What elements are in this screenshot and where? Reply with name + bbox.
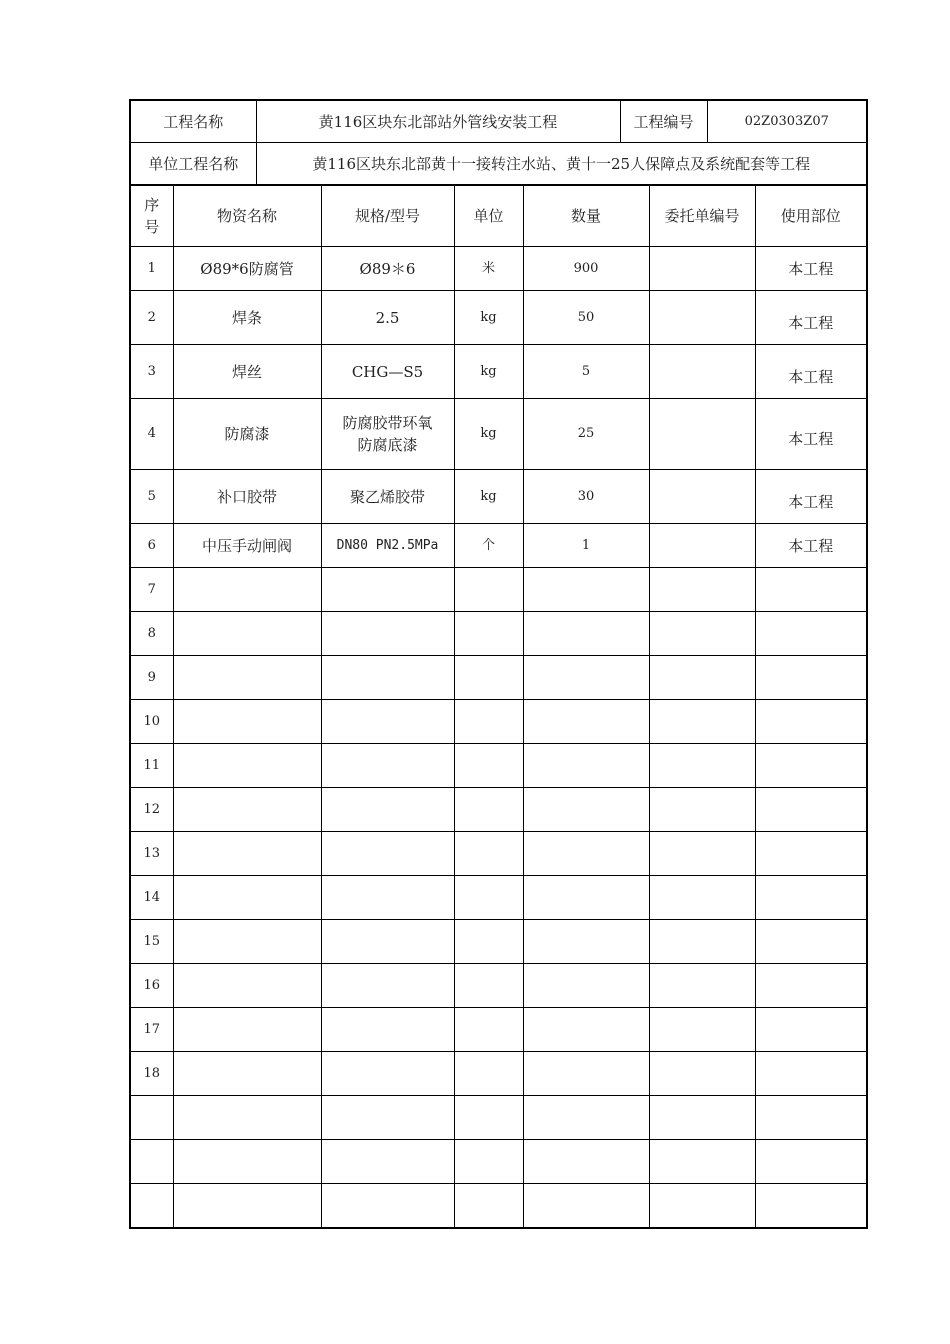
cell-spec: [321, 744, 454, 788]
cell-seq: 2: [130, 291, 173, 345]
cell-unit: 米: [454, 247, 523, 291]
table-row: [130, 1184, 867, 1229]
cell-spec: [321, 920, 454, 964]
cell-unit: [454, 876, 523, 920]
cell-name: [173, 612, 321, 656]
table-row: [130, 1140, 867, 1184]
unit-project-label: 单位工程名称: [130, 143, 256, 186]
col-header-name: 物资名称: [173, 186, 321, 247]
cell-spec: [321, 832, 454, 876]
cell-unit: [454, 1184, 523, 1229]
project-name-label: 工程名称: [130, 100, 256, 143]
cell-order-no: [649, 744, 755, 788]
cell-usage: 本工程: [755, 524, 867, 568]
project-no-label: 工程编号: [620, 100, 707, 143]
col-header-usage: 使用部位: [755, 186, 867, 247]
cell-name: Ø89*6防腐管: [173, 247, 321, 291]
table-row: [130, 744, 867, 788]
cell-unit: [454, 920, 523, 964]
col-header-unit: 单位: [454, 186, 523, 247]
cell-unit: [454, 788, 523, 832]
table-row: [130, 1096, 867, 1140]
cell-order-no: [649, 832, 755, 876]
cell-usage: [755, 1008, 867, 1052]
cell-unit: [454, 612, 523, 656]
cell-qty: [523, 1052, 649, 1096]
cell-usage: [755, 612, 867, 656]
table-row: [130, 1008, 867, 1052]
cell-seq: 18: [130, 1052, 173, 1096]
table-row: [130, 247, 867, 291]
cell-name: [173, 1008, 321, 1052]
table-row: [130, 345, 867, 399]
cell-order-no: [649, 1140, 755, 1184]
col-header-seq-text: 序号: [144, 196, 160, 236]
cell-seq: 3: [130, 345, 173, 399]
cell-seq: 11: [130, 744, 173, 788]
cell-order-no: [649, 964, 755, 1008]
col-header-spec: 规格/型号: [321, 186, 454, 247]
table-row: [130, 920, 867, 964]
project-name-value: 黄116区块东北部站外管线安装工程: [256, 100, 620, 143]
cell-spec: [321, 568, 454, 612]
cell-name: [173, 700, 321, 744]
cell-spec: [321, 1052, 454, 1096]
cell-name: [173, 832, 321, 876]
cell-usage: [755, 1140, 867, 1184]
table-row: [130, 470, 867, 524]
cell-usage: [755, 832, 867, 876]
cell-qty: 900: [523, 247, 649, 291]
cell-seq: 8: [130, 612, 173, 656]
cell-usage: [755, 876, 867, 920]
cell-spec: [321, 1096, 454, 1140]
cell-qty: [523, 920, 649, 964]
cell-qty: [523, 876, 649, 920]
cell-qty: 1: [523, 524, 649, 568]
cell-spec: 聚乙烯胶带: [321, 470, 454, 524]
cell-usage: [755, 656, 867, 700]
cell-spec: [321, 612, 454, 656]
cell-qty: [523, 744, 649, 788]
materials-body: [130, 247, 867, 1229]
cell-seq: 1: [130, 247, 173, 291]
cell-seq: 16: [130, 964, 173, 1008]
cell-qty: [523, 964, 649, 1008]
cell-usage: 本工程: [755, 470, 867, 524]
cell-name: [173, 568, 321, 612]
cell-seq: [130, 1096, 173, 1140]
cell-spec: CHG—S5: [321, 345, 454, 399]
cell-seq: 6: [130, 524, 173, 568]
cell-usage: [755, 920, 867, 964]
cell-order-no: [649, 1096, 755, 1140]
cell-order-no: [649, 399, 755, 470]
cell-name: [173, 744, 321, 788]
cell-unit: 个: [454, 524, 523, 568]
cell-usage: 本工程: [755, 291, 867, 345]
project-no-value: 02Z0303Z07: [707, 100, 867, 143]
cell-unit: [454, 1096, 523, 1140]
cell-order-no: [649, 524, 755, 568]
cell-spec: [321, 788, 454, 832]
cell-qty: [523, 1008, 649, 1052]
cell-qty: 50: [523, 291, 649, 345]
cell-qty: [523, 832, 649, 876]
cell-usage: [755, 568, 867, 612]
cell-unit: kg: [454, 291, 523, 345]
cell-spec: Ø89＊6: [321, 247, 454, 291]
cell-order-no: [649, 247, 755, 291]
cell-unit: [454, 656, 523, 700]
cell-qty: [523, 568, 649, 612]
project-name-row: [130, 100, 867, 143]
cell-seq: 14: [130, 876, 173, 920]
cell-name: [173, 1096, 321, 1140]
cell-name: [173, 920, 321, 964]
cell-spec: [321, 1184, 454, 1229]
table-row: [130, 1052, 867, 1096]
cell-order-no: [649, 656, 755, 700]
cell-unit: [454, 700, 523, 744]
cell-name: [173, 1140, 321, 1184]
material-list-form: [129, 99, 866, 1229]
unit-project-row: [130, 143, 867, 186]
table-row: [130, 700, 867, 744]
cell-spec: [321, 656, 454, 700]
cell-usage: [755, 744, 867, 788]
cell-qty: [523, 1184, 649, 1229]
col-header-seq: [130, 186, 173, 247]
col-header-order-no: 委托单编号: [649, 186, 755, 247]
cell-spec: [321, 700, 454, 744]
cell-order-no: [649, 612, 755, 656]
cell-qty: [523, 612, 649, 656]
materials-table: [129, 186, 868, 1229]
cell-name: [173, 1184, 321, 1229]
cell-seq: 15: [130, 920, 173, 964]
table-row: [130, 524, 867, 568]
header-table: [129, 99, 868, 186]
cell-seq: 10: [130, 700, 173, 744]
cell-seq: 17: [130, 1008, 173, 1052]
cell-seq: 5: [130, 470, 173, 524]
cell-order-no: [649, 568, 755, 612]
table-row: [130, 568, 867, 612]
cell-seq: 9: [130, 656, 173, 700]
table-row: [130, 788, 867, 832]
table-row: [130, 656, 867, 700]
cell-name: [173, 876, 321, 920]
cell-name: 防腐漆: [173, 399, 321, 470]
cell-qty: [523, 656, 649, 700]
cell-unit: [454, 744, 523, 788]
cell-usage: [755, 788, 867, 832]
cell-seq: [130, 1140, 173, 1184]
cell-qty: [523, 700, 649, 744]
cell-unit: kg: [454, 399, 523, 470]
cell-name: [173, 964, 321, 1008]
cell-spec: 2.5: [321, 291, 454, 345]
cell-unit: [454, 964, 523, 1008]
cell-seq: 7: [130, 568, 173, 612]
cell-unit: [454, 1052, 523, 1096]
cell-unit: kg: [454, 345, 523, 399]
cell-name: 补口胶带: [173, 470, 321, 524]
cell-seq: 12: [130, 788, 173, 832]
cell-qty: [523, 788, 649, 832]
cell-qty: 30: [523, 470, 649, 524]
cell-order-no: [649, 876, 755, 920]
cell-spec: [321, 1008, 454, 1052]
col-header-qty: 数量: [523, 186, 649, 247]
cell-usage: [755, 1184, 867, 1229]
cell-usage: [755, 1096, 867, 1140]
cell-unit: [454, 832, 523, 876]
cell-qty: [523, 1140, 649, 1184]
cell-order-no: [649, 1008, 755, 1052]
cell-order-no: [649, 788, 755, 832]
cell-qty: [523, 1096, 649, 1140]
table-row: [130, 612, 867, 656]
cell-seq: 4: [130, 399, 173, 470]
cell-order-no: [649, 1052, 755, 1096]
table-row: [130, 964, 867, 1008]
cell-name: 焊丝: [173, 345, 321, 399]
cell-unit: [454, 1008, 523, 1052]
table-row: [130, 876, 867, 920]
cell-order-no: [649, 920, 755, 964]
cell-order-no: [649, 345, 755, 399]
cell-order-no: [649, 470, 755, 524]
cell-usage: [755, 1052, 867, 1096]
cell-name: 焊条: [173, 291, 321, 345]
table-row: [130, 291, 867, 345]
cell-name: [173, 788, 321, 832]
cell-name: 中压手动闸阀: [173, 524, 321, 568]
cell-seq: [130, 1184, 173, 1229]
cell-usage: 本工程: [755, 399, 867, 470]
cell-seq: 13: [130, 832, 173, 876]
cell-usage: 本工程: [755, 345, 867, 399]
unit-project-value: 黄116区块东北部黄十一接转注水站、黄十一25人保障点及系统配套等工程: [256, 143, 867, 186]
cell-order-no: [649, 1184, 755, 1229]
cell-unit: [454, 568, 523, 612]
column-header-row: [130, 186, 867, 247]
cell-spec: 防腐胶带环氧防腐底漆: [321, 399, 454, 470]
cell-spec: [321, 1140, 454, 1184]
cell-unit: [454, 1140, 523, 1184]
cell-unit: kg: [454, 470, 523, 524]
cell-spec: [321, 876, 454, 920]
cell-spec: DN80 PN2.5MPa: [321, 524, 454, 568]
table-row: [130, 832, 867, 876]
cell-usage: [755, 700, 867, 744]
cell-qty: 25: [523, 399, 649, 470]
cell-name: [173, 1052, 321, 1096]
cell-qty: 5: [523, 345, 649, 399]
cell-spec: [321, 964, 454, 1008]
cell-name: [173, 656, 321, 700]
cell-order-no: [649, 700, 755, 744]
cell-usage: [755, 964, 867, 1008]
table-row: [130, 399, 867, 470]
cell-order-no: [649, 291, 755, 345]
cell-usage: 本工程: [755, 247, 867, 291]
